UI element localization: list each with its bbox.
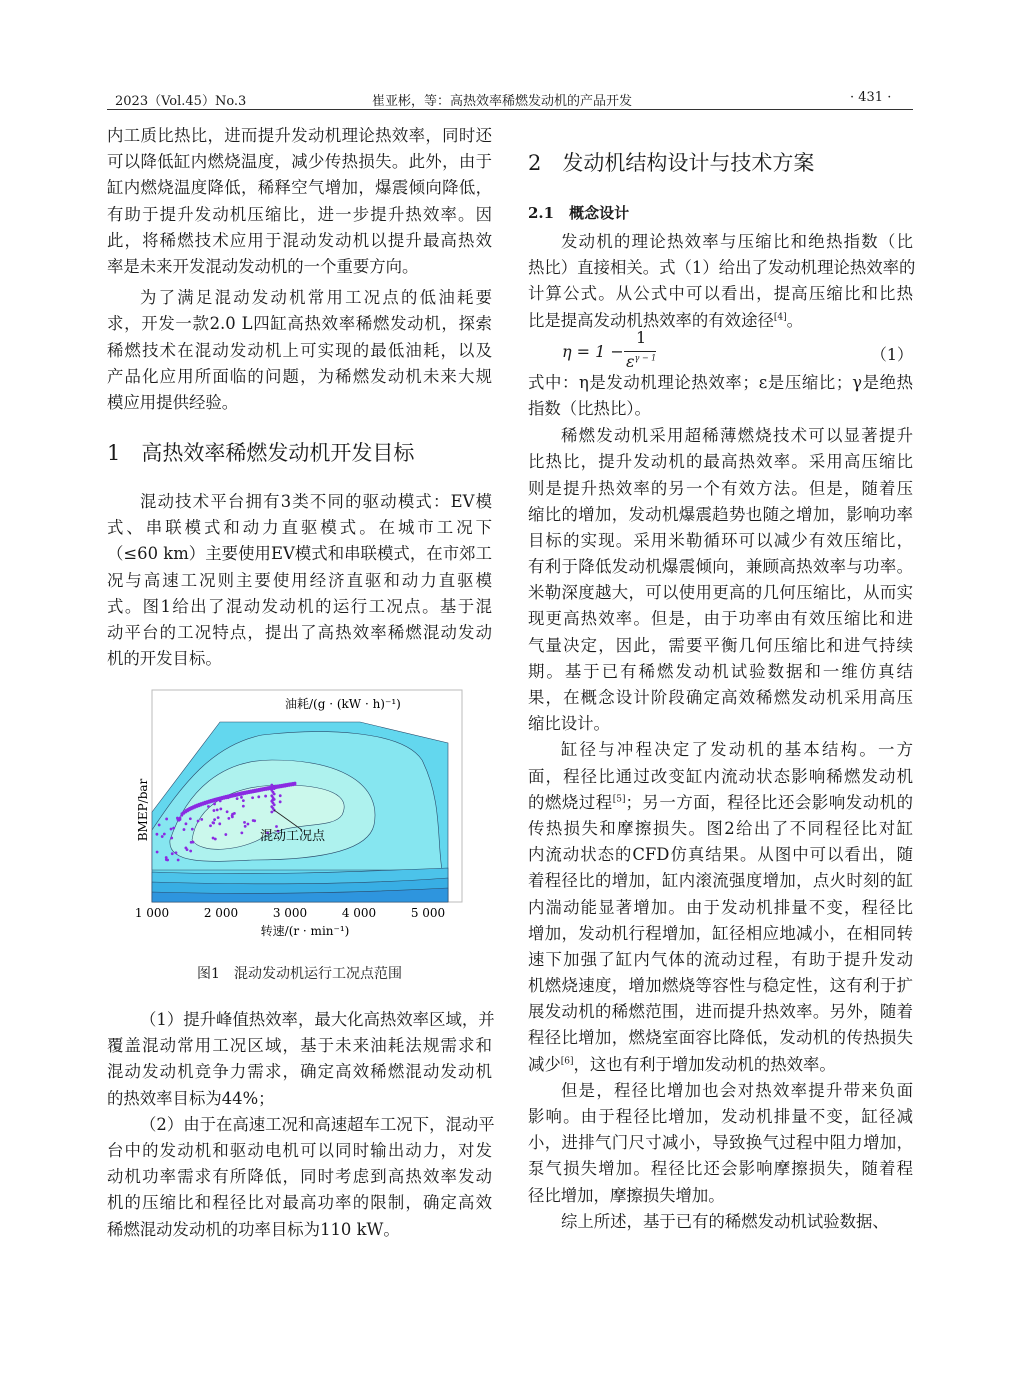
text-line: 气量决定，因此，需要平衡几何压缩比和进气持续	[528, 635, 913, 655]
x-tick: 2 000	[203, 906, 239, 920]
operating-point	[161, 835, 164, 838]
operating-point	[165, 818, 168, 821]
paragraph	[107, 123, 492, 280]
operating-point	[191, 828, 194, 831]
text-line: 动机功率需求有所降低，同时考虑到高热效率发动	[107, 1167, 492, 1187]
text-line: 式、串联模式和动力直驱模式。在城市工况下	[107, 518, 492, 538]
citation: [6]	[560, 1056, 574, 1067]
operating-point	[273, 793, 276, 796]
text-line: 求，开发一款2.0 L四缸高热效率稀燃发动机，探索	[107, 314, 492, 334]
operating-point	[294, 783, 297, 786]
text-line: 传热损失和摩擦损失。图2给出了不同程径比对缸	[528, 818, 913, 838]
text-line: 增加，发动机行程增加，缸径相应地减小，在相同转	[528, 923, 913, 943]
operating-point	[271, 799, 274, 802]
operating-point	[171, 852, 174, 855]
text-line: 混动技术平台拥有3类不同的驱动模式：EV模	[140, 492, 492, 512]
citation: [5]	[612, 794, 626, 805]
operating-point	[273, 803, 276, 806]
text-line: 泵气损失增加。程径比还会影响摩擦损失，随着程	[528, 1159, 913, 1179]
contour-plot	[130, 685, 470, 945]
text-line: 热比）直接相关。式（1）给出了发动机理论热效率的	[528, 258, 916, 278]
operating-point	[175, 851, 178, 854]
text-line: 缸内燃烧温度降低，稀释空气增加，爆震倾向降低，	[107, 178, 492, 198]
operating-point	[224, 833, 227, 836]
operating-point	[240, 832, 243, 835]
operating-point	[185, 822, 188, 825]
operating-point	[252, 819, 255, 822]
paragraph	[528, 229, 916, 334]
text-line: 内工质比热比，进而提升发动机理论热效率，同时还	[107, 126, 492, 145]
operating-point	[219, 799, 222, 802]
paragraph	[528, 1209, 913, 1235]
annotation-label: 混动工况点	[260, 829, 326, 844]
paragraph	[528, 423, 913, 737]
left-column	[107, 123, 492, 672]
text-line: 比热比，提升发动机的最高热效率。采用高压缩比	[528, 452, 913, 472]
text-line: 产品化应用所面临的问题，为稀燃发动机未来大规	[107, 366, 492, 386]
text-line: 的热效率目标为44%；	[107, 1088, 275, 1108]
text-line: 现更高热效率。但是，由于功率由有效压缩比和进	[528, 609, 913, 629]
paragraph	[528, 1078, 913, 1209]
text-line: 速下加强了缸内气体的流动过程，有助于提升发动	[528, 949, 913, 969]
operating-point	[172, 827, 175, 830]
operating-point	[243, 821, 246, 824]
equation-number: （1）	[870, 344, 913, 364]
text-line: 果，在概念设计阶段确定高效稀燃发动机采用高压	[528, 688, 913, 707]
section-heading-1: 1 高热效率稀燃发动机开发目标	[107, 441, 415, 466]
text-line: 式。图1给出了混动发动机的运行工况点。基于混	[107, 596, 492, 616]
text-line: 缩比设计。	[528, 714, 610, 734]
operating-point	[233, 812, 236, 815]
operating-point	[270, 811, 273, 814]
text-line: 缸径与冲程决定了发动机的基本结构。一方	[561, 740, 913, 760]
text-line: 径比增加，摩擦损失增加。	[528, 1185, 725, 1205]
text-line: 比是提高发动机热效率的有效途径[4]。	[528, 310, 803, 330]
operating-point	[207, 805, 210, 808]
operating-point	[163, 833, 166, 836]
header-rule	[107, 109, 913, 110]
equation-lhs: η = 1 −	[562, 341, 624, 361]
operating-point	[219, 808, 222, 811]
text-line: 目标的实现。采用米勒循环可以减少有效压缩比，	[528, 530, 913, 550]
text-line: （≤60 km）主要使用EV模式和串联模式，在市郊工	[107, 544, 492, 564]
paragraph	[107, 1007, 495, 1112]
journal-issue: 2023（Vol.45）No.3	[115, 94, 247, 109]
text-line: 内流动状态的CFD仿真结果。从图中可以看出，随	[528, 845, 913, 865]
x-tick: 3 000	[272, 906, 308, 920]
paragraph	[528, 370, 913, 422]
text-line: 发动机的理论热效率与压缩比和绝热指数（比	[561, 232, 913, 251]
text-line: 展发动机的稀燃范围，进而提升热效率。另外，随着	[528, 1002, 913, 1022]
text-line: 指数（比热比）。	[528, 398, 651, 418]
operating-point	[184, 847, 187, 850]
operating-point	[213, 803, 216, 806]
operating-point	[217, 816, 220, 819]
operating-point	[231, 815, 234, 818]
text-line: 的燃烧过程[5]；另一方面，程径比还会影响发动机的	[528, 792, 914, 812]
paragraph	[107, 1112, 495, 1243]
text-line: 内湍动能显著增加。由于发动机排量不变，程径比	[528, 897, 913, 917]
operating-point	[236, 797, 239, 800]
text-line: 率是未来开发混动发动机的一个重要方向。	[107, 256, 419, 276]
operating-point	[176, 817, 179, 820]
paragraph	[528, 737, 913, 1077]
section-heading-2: 2 发动机结构设计与技术方案	[528, 151, 815, 175]
text-line: 稀燃发动机采用超稀薄燃烧技术可以显著提升	[561, 426, 913, 446]
text-line: 着程径比的增加，缸内滚流强度增加，点火时刻的缸	[528, 871, 913, 891]
text-line: 米勒深度越大，可以使用更高的几何压缩比，从而实	[528, 583, 913, 603]
operating-point	[218, 822, 221, 825]
operating-point	[227, 796, 230, 799]
text-line: 有助于提升发动机压缩比，进一步提升热效率。因	[107, 204, 492, 224]
text-line: 式中：η是发动机理论热效率；ε是压缩比；γ是绝热	[528, 372, 913, 392]
text-line: 小，进排气门尺寸减小，导致换气过程中阻力增加，	[528, 1133, 913, 1153]
operating-point	[200, 818, 203, 821]
y-axis-label: BMEP/bar	[136, 778, 150, 842]
legend-title: 油耗/(g · (kW · h)⁻¹)	[285, 697, 401, 711]
operating-point	[275, 825, 278, 828]
text-line: 减少[6]，这也有利于增加发动机的热效率。	[528, 1054, 836, 1074]
running-title: 崔亚彬，等：高热效率稀燃发动机的产品开发	[372, 94, 633, 109]
operating-point	[197, 820, 200, 823]
paragraph	[107, 285, 492, 416]
operating-point	[170, 828, 173, 831]
operating-point	[156, 851, 159, 854]
text-line: （2）由于在高速工况和高速超车工况下，混动平	[140, 1114, 495, 1134]
text-line: 有利于降低发动机爆震倾向，兼顾高热效率与功率。	[528, 557, 913, 577]
operating-point	[242, 799, 245, 802]
operating-point	[226, 810, 229, 813]
text-line: 综上所述，基于已有的稀燃发动机试验数据、	[561, 1211, 889, 1231]
text-line: 计算公式。从公式中可以看出，提高压缩比和比热	[528, 284, 913, 304]
text-line: 则是提升热效率的另一个有效方法。但是，随着压	[528, 478, 913, 498]
x-tick: 4 000	[341, 906, 377, 920]
x-axis-label: 转速/(r · min⁻¹)	[260, 924, 350, 938]
operating-point	[190, 841, 193, 844]
text-line: 程径比增加，燃烧室面容比降低，发动机的传热损失	[528, 1028, 913, 1048]
operating-point	[244, 825, 247, 828]
operating-point	[158, 824, 161, 827]
operating-point	[216, 808, 219, 811]
text-line: 期。基于已有稀燃发动机试验数据和一维仿真结	[528, 661, 913, 681]
citation: [4]	[773, 312, 787, 323]
text-line: 况与高速工况则主要使用经济直驱和动力直驱模	[107, 570, 492, 590]
left-column-lower	[107, 1007, 495, 1243]
text-line: 机的开发目标。	[107, 649, 222, 669]
operating-point	[242, 805, 245, 808]
text-line: 但是，程径比增加也会对热效率提升带来负面	[561, 1080, 913, 1100]
operating-point	[273, 787, 276, 790]
text-line: 可以降低缸内燃烧温度，减少传热损失。此外，由于	[107, 152, 492, 172]
operating-point	[209, 824, 212, 827]
text-line: 为了满足混动发动机常用工况点的低油耗要	[140, 288, 492, 308]
operating-point	[240, 796, 243, 799]
operating-point	[189, 817, 192, 820]
equation-1	[528, 327, 913, 371]
operating-point	[213, 809, 216, 812]
subsection-heading: 2.1 概念设计	[528, 204, 630, 222]
operating-point	[251, 796, 254, 799]
operating-point	[177, 859, 180, 862]
operating-point	[156, 833, 159, 836]
text-line: 机的压缩比和程径比对最高功率的限制，确定高效	[107, 1193, 492, 1213]
equation-denominator: $\varepsilon^{\gamma - 1}$	[626, 351, 657, 371]
text-line: （1）提升峰值热效率，最大化高热效率区域，并	[140, 1010, 495, 1029]
x-tick: 1 000	[134, 906, 170, 920]
operating-point	[170, 837, 173, 840]
operating-point	[257, 795, 260, 798]
right-column	[528, 148, 916, 1235]
operating-point	[166, 859, 169, 862]
operating-point	[279, 794, 282, 797]
text-line: 机燃烧速度，增加燃烧等容性与稳定性，这有利于扩	[528, 976, 913, 996]
operating-point	[183, 828, 186, 831]
text-line: 缩比的增加，发动机爆震趋势也随之增加，影响功率	[528, 504, 913, 524]
text-line: 稀燃技术在混动发动机上可实现的最低油耗，以及	[107, 340, 492, 360]
operating-point	[227, 817, 230, 820]
text-line: 模应用提供经验。	[107, 392, 239, 412]
operating-point	[247, 823, 250, 826]
text-line: 混动发动机竞争力需求，确定高效稀燃混动发动机	[107, 1062, 492, 1082]
operating-point	[189, 850, 192, 853]
figure-caption: 图1 混动发动机运行工况点范围	[197, 966, 402, 982]
paragraph	[107, 489, 492, 672]
text-line: 稀燃混动发动机的功率目标为110 kW。	[107, 1219, 400, 1239]
equation-numerator: 1	[636, 327, 647, 347]
operating-point	[264, 795, 267, 798]
x-tick: 5 000	[410, 906, 446, 920]
text-line: 动平台的工况特点，提出了高热效率稀燃混动发动	[107, 623, 492, 642]
figure-1	[130, 685, 470, 945]
text-line: 面，程径比通过改变缸内流动状态影响稀燃发动机	[528, 766, 913, 786]
text-line: 影响。由于程径比增加，发动机排量不变，缸径减	[528, 1107, 913, 1126]
operating-point	[279, 800, 282, 803]
operating-point	[213, 818, 216, 821]
text-line: 此，将稀燃技术应用于混动发动机以提升最高热效	[107, 230, 492, 250]
text-line: 覆盖混动常用工况区域，基于未来油耗法规需求和	[107, 1036, 492, 1056]
text-line: 台中的发动机和驱动电机可以同时输出动力，对发	[107, 1140, 492, 1160]
page-number: · 431 ·	[850, 90, 892, 105]
operating-point	[212, 821, 215, 824]
operating-point	[214, 838, 217, 841]
